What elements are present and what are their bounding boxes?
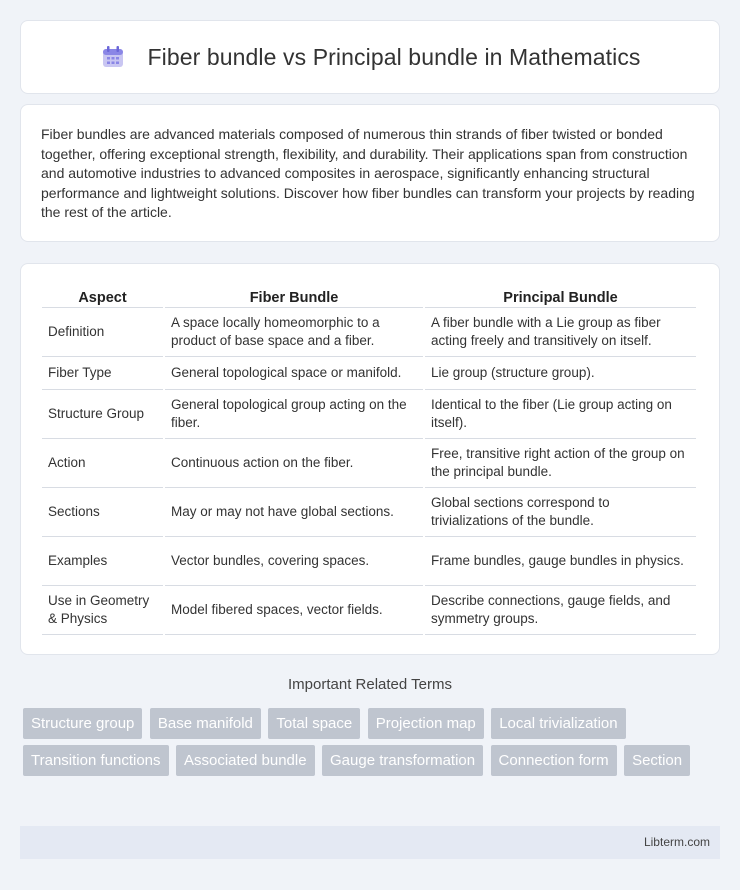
cell-principal-bundle: Describe connections, gauge fields, and symmetry groups. bbox=[425, 586, 696, 635]
table-row bbox=[42, 308, 696, 357]
tag-section[interactable]: Section bbox=[624, 745, 690, 776]
title-card bbox=[20, 20, 720, 94]
tag-associated-bundle[interactable]: Associated bundle bbox=[176, 745, 315, 776]
related-terms-title: Important Related Terms bbox=[288, 676, 452, 693]
table-row bbox=[42, 357, 696, 390]
column-header-fiber-bundle: Fiber Bundle bbox=[165, 284, 423, 308]
cell-fiber-bundle: A space locally homeomorphic to a product of base space and a fiber. bbox=[165, 308, 423, 357]
calendar-icon bbox=[99, 43, 127, 71]
tag-transition-functions[interactable]: Transition functions bbox=[23, 745, 169, 776]
cell-aspect: Definition bbox=[42, 308, 163, 357]
tag-local-trivialization[interactable]: Local trivialization bbox=[491, 708, 625, 739]
tag-structure-group[interactable]: Structure group bbox=[23, 708, 142, 739]
cell-aspect: Structure Group bbox=[42, 390, 163, 439]
cell-fiber-bundle: Vector bundles, covering spaces. bbox=[165, 537, 423, 586]
cell-aspect: Action bbox=[42, 439, 163, 488]
cell-fiber-bundle: General topological space or manifold. bbox=[165, 357, 423, 390]
table-row bbox=[42, 586, 696, 635]
table-row bbox=[42, 390, 696, 439]
column-header-principal-bundle: Principal Bundle bbox=[425, 284, 696, 308]
tag-connection-form[interactable]: Connection form bbox=[491, 745, 617, 776]
table-row bbox=[42, 439, 696, 488]
cell-aspect: Use in Geometry & Physics bbox=[42, 586, 163, 635]
column-header-aspect: Aspect bbox=[42, 284, 163, 308]
cell-principal-bundle: Identical to the fiber (Lie group acting on itself). bbox=[425, 390, 696, 439]
cell-aspect: Sections bbox=[42, 488, 163, 537]
tag-base-manifold[interactable]: Base manifold bbox=[150, 708, 261, 739]
comparison-card bbox=[20, 263, 720, 655]
cell-aspect: Examples bbox=[42, 537, 163, 586]
table-row bbox=[42, 537, 696, 586]
cell-principal-bundle: A fiber bundle with a Lie group as fiber acting freely and transitively on itself. bbox=[425, 308, 696, 357]
cell-principal-bundle: Global sections correspond to trivializations of the bundle. bbox=[425, 488, 696, 537]
tag-gauge-transformation[interactable]: Gauge transformation bbox=[322, 745, 483, 776]
cell-principal-bundle: Free, transitive right action of the group on the principal bundle. bbox=[425, 439, 696, 488]
footer-brand-link[interactable]: Libterm.com bbox=[643, 835, 710, 849]
intro-card bbox=[20, 104, 720, 242]
comparison-table bbox=[40, 284, 698, 635]
cell-fiber-bundle: Continuous action on the fiber. bbox=[165, 439, 423, 488]
table-row bbox=[42, 488, 696, 537]
cell-fiber-bundle: May or may not have global sections. bbox=[165, 488, 423, 537]
page-title: Fiber bundle vs Principal bundle in Mathematics bbox=[147, 43, 641, 70]
cell-principal-bundle: Lie group (structure group). bbox=[425, 357, 696, 390]
tag-projection-map[interactable]: Projection map bbox=[368, 708, 484, 739]
related-terms-list bbox=[23, 708, 723, 782]
cell-principal-bundle: Frame bundles, gauge bundles in physics. bbox=[425, 537, 696, 586]
footer bbox=[20, 826, 720, 859]
cell-aspect: Fiber Type bbox=[42, 357, 163, 390]
intro-text: Fiber bundles are advanced materials composed of numerous thin strands of fiber twisted or bonded together, offering exceptional strength, flexibility, and durability. Their applications span from construction and automotive industries to advanced composites in aerospace, significantly enhancing structural performance and lightweight solutions. Discover how fiber bundles can transform your projects by reading the rest of the article. bbox=[41, 126, 695, 220]
tag-total-space[interactable]: Total space bbox=[268, 708, 360, 739]
cell-fiber-bundle: General topological group acting on the fiber. bbox=[165, 390, 423, 439]
cell-fiber-bundle: Model fibered spaces, vector fields. bbox=[165, 586, 423, 635]
